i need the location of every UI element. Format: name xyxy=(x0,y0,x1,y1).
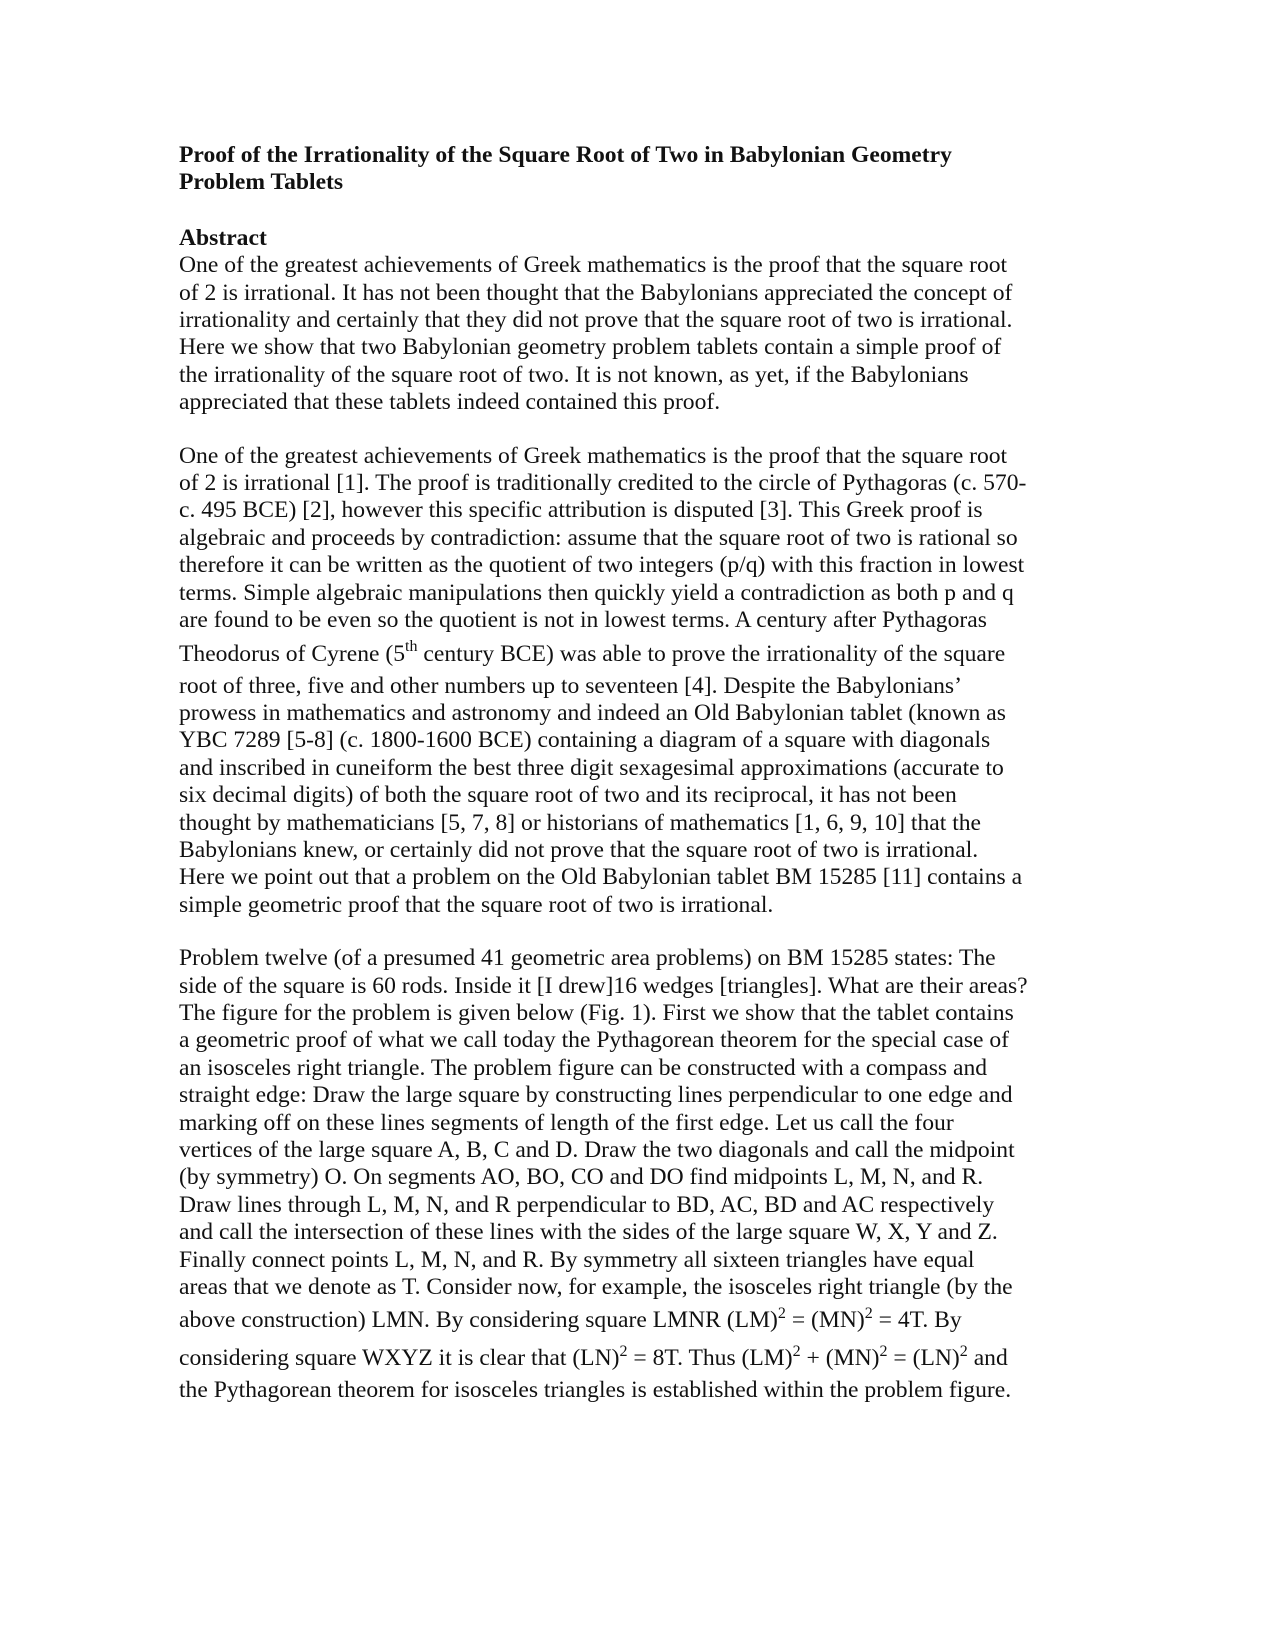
document-page xyxy=(179,142,1059,1405)
text-line: c. 495 BCE) [2], however this specific attribution is disputed [3]. This Greek proof is xyxy=(179,497,983,524)
text-fragment: = (LN) xyxy=(887,1345,960,1372)
text-line: Here we show that two Babylonian geometry problem tablets contain a simple proof of xyxy=(179,334,1002,361)
text-line: therefore it can be written as the quotient of two integers (p/q) with this fraction in lowest xyxy=(179,552,1025,579)
text-fragment: and xyxy=(967,1345,1008,1372)
text-fragment: considering square WXYZ it is clear that (LN) xyxy=(179,1345,620,1372)
text-line: irrationality and certainly that they did not prove that the square root of two is irrational. xyxy=(179,307,1013,334)
text-line: the irrationality of the square root of two. It is not known, as yet, if the Babylonians xyxy=(179,361,969,388)
title-line: Proof of the Irrationality of the Square Root of Two in Babylonian Geometry xyxy=(179,142,952,168)
title-line: Problem Tablets xyxy=(179,169,344,196)
text-fragment: Theodorus of Cyrene (5 xyxy=(179,640,406,667)
text-fragment: above construction) LMN. By considering square LMNR (LM) xyxy=(179,1307,778,1334)
text-line: appreciated that these tablets indeed contained this proof. xyxy=(179,389,721,416)
body-paragraph-2 xyxy=(179,945,1059,1405)
text-line: an isosceles right triangle. The problem figure can be constructed with a compass and xyxy=(179,1054,988,1081)
text-line: and call the intersection of these lines with the sides of the large square W, X, Y and Z. xyxy=(179,1219,998,1246)
text-fragment: = (MN) xyxy=(785,1307,865,1334)
text-line: prowess in mathematics and astronomy and indeed an Old Babylonian tablet (known as xyxy=(179,699,1006,726)
superscript: 2 xyxy=(792,1342,801,1360)
text-line: terms. Simple algebraic manipulations then quickly yield a contradiction as both p and q xyxy=(179,579,1014,606)
text-line: and inscribed in cuneiform the best three digit sexagesimal approximations (accurate to xyxy=(179,754,1004,781)
equation-line-2 xyxy=(179,1339,1059,1377)
superscript: 2 xyxy=(864,1304,873,1322)
text-fragment: = 8T. Thus (LM) xyxy=(627,1345,793,1372)
text-line: marking off on these lines segments of length of the first edge. Let us call the four xyxy=(179,1109,954,1136)
text-line: side of the square is 60 rods. Inside it [I drew]16 wedges [triangles]. What are their areas? xyxy=(179,972,1028,999)
abstract-paragraph xyxy=(179,252,1059,416)
text-line: One of the greatest achievements of Greek mathematics is the proof that the square root xyxy=(179,442,1008,469)
text-line: thought by mathematicians [5, 7, 8] or historians of mathematics [1, 6, 9, 10] that the xyxy=(179,809,982,836)
text-line: Problem twelve (of a presumed 41 geometric area problems) on BM 15285 states: The xyxy=(179,945,996,972)
superscript: 2 xyxy=(959,1342,968,1360)
text-line: algebraic and proceeds by contradiction: assume that the square root of two is rational so xyxy=(179,524,1018,551)
body-paragraph-1 xyxy=(179,443,1059,920)
superscript: th xyxy=(405,637,418,655)
text-line: One of the greatest achievements of Greek mathematics is the proof that the square root xyxy=(179,252,1008,279)
text-line: areas that we denote as T. Consider now, for example, the isosceles right triangle (by the xyxy=(179,1274,1013,1301)
text-line: root of three, five and other numbers up to seventeen [4]. Despite the Babylonians’ xyxy=(179,672,962,699)
text-line: are found to be even so the quotient is not in lowest terms. A century after Pythagoras xyxy=(179,607,987,634)
text-line: the Pythagorean theorem for isosceles triangles is established within the problem figure. xyxy=(179,1377,1012,1404)
text-line: of 2 is irrational [1]. The proof is traditionally credited to the circle of Pythagoras (c. 570- xyxy=(179,470,1027,497)
equation-line-1 xyxy=(179,1301,1059,1339)
text-line: vertices of the large square A, B, C and D. Draw the two diagonals and call the midpoint xyxy=(179,1137,1015,1163)
text-fragment: century BCE) was able to prove the irrationality of the square xyxy=(417,640,1006,667)
text-line: six decimal digits) of both the square root of two and its reciprocal, it has not been xyxy=(179,782,957,809)
text-line: Here we point out that a problem on the Old Babylonian tablet BM 15285 [11] contains a xyxy=(179,864,1023,891)
text-line: of 2 is irrational. It has not been thought that the Babylonians appreciated the concept of xyxy=(179,279,1013,306)
paper-title xyxy=(179,142,1059,197)
text-line: Finally connect points L, M, N, and R. By symmetry all sixteen triangles have equal xyxy=(179,1246,975,1273)
text-line: (by symmetry) O. On segments AO, BO, CO and DO find midpoints L, M, N, and R. xyxy=(179,1164,984,1191)
superscript: 2 xyxy=(619,1342,628,1360)
text-line: a geometric proof of what we call today the Pythagorean theorem for the special case of xyxy=(179,1027,1010,1054)
superscript: 2 xyxy=(879,1342,888,1360)
abstract-heading: Abstract xyxy=(179,224,267,251)
text-line: Draw lines through L, M, N, and R perpendicular to BD, AC, BD and AC respectively xyxy=(179,1191,995,1218)
text-line: The figure for the problem is given below (Fig. 1). First we show that the tablet contains xyxy=(179,999,1014,1026)
text-fragment: = 4T. By xyxy=(872,1307,962,1334)
superscript: 2 xyxy=(777,1304,786,1322)
text-line-with-superscript xyxy=(179,635,1059,673)
text-line: straight edge: Draw the large square by constructing lines perpendicular to one edge and xyxy=(179,1082,1013,1109)
text-line: Babylonians knew, or certainly did not prove that the square root of two is irrational. xyxy=(179,836,979,863)
text-line: YBC 7289 [5-8] (c. 1800-1600 BCE) containing a diagram of a square with diagonals xyxy=(179,727,991,754)
text-fragment: + (MN) xyxy=(800,1345,880,1372)
text-line: simple geometric proof that the square root of two is irrational. xyxy=(179,891,774,918)
